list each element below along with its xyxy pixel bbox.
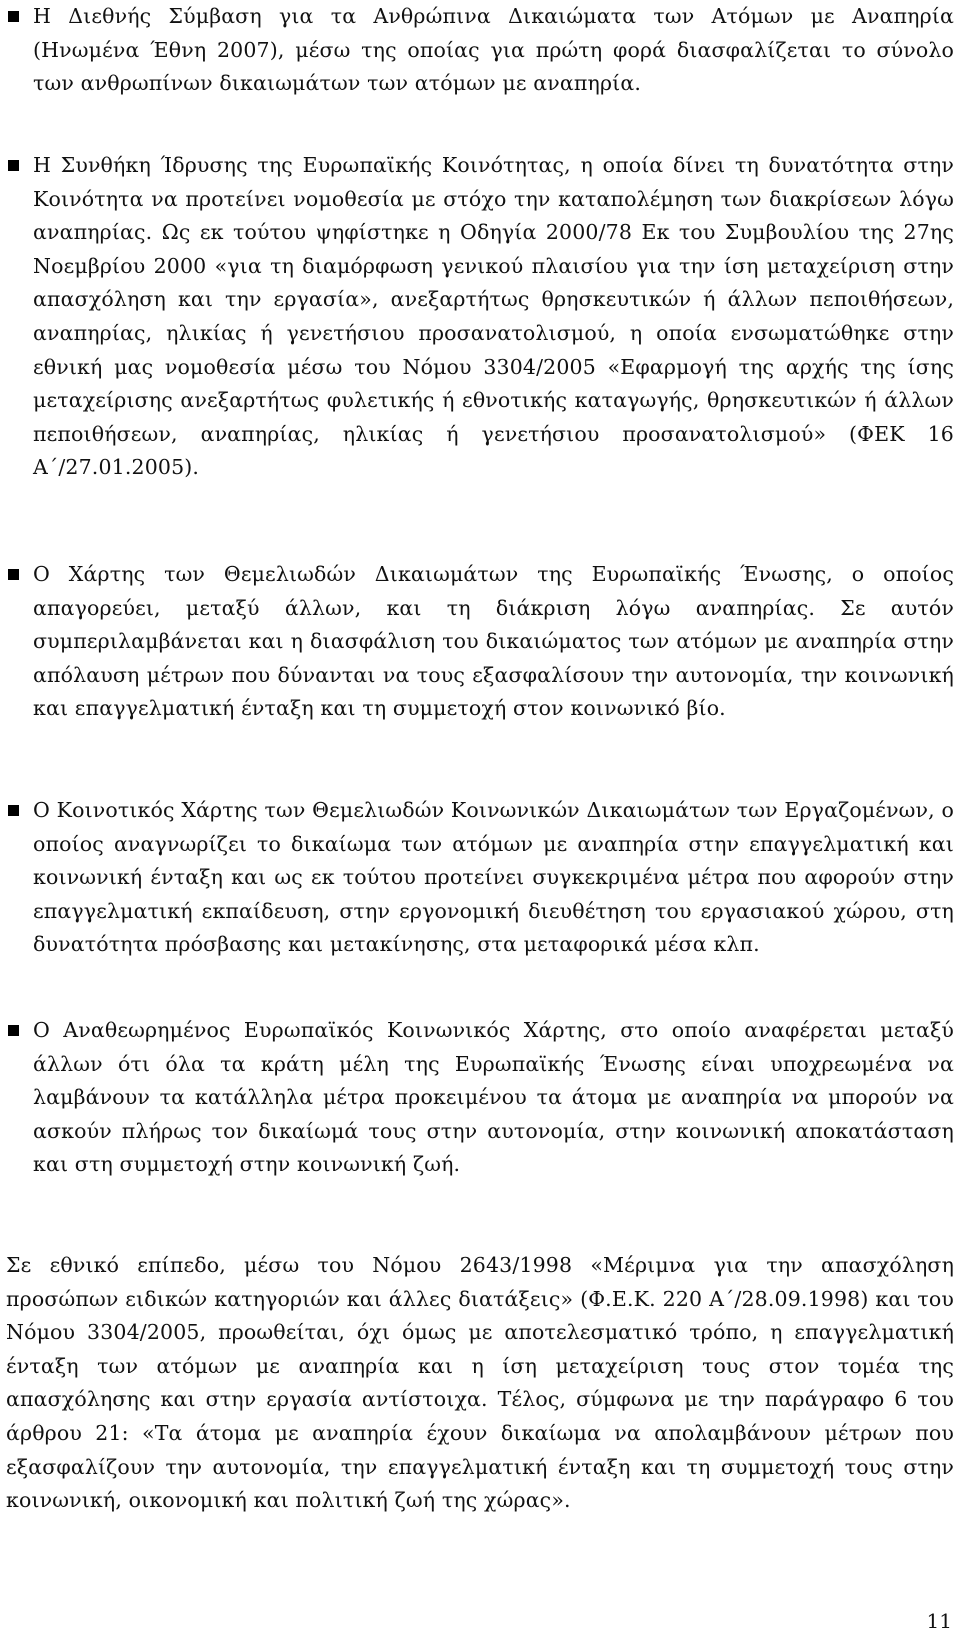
closing-paragraph: Σε εθνικό επίπεδο, μέσω του Νόμου 2643/1998 «Μέριμνα για την απασχόληση προσώπων ειδικών κατηγοριών και άλλες διατάξεις» (Φ.Ε.Κ. 220 Α΄/28.09.1998) και του Νόμου 3304/2005, προωθείται, όχι όμως με αποτελεσματικό τρόπο, η επαγγελματική ένταξη των ατόμων με αναπηρία και η ίση μεταχείριση τους στον τομέα της απασχόλησης και στην εργασία αντίστοιχα. Τέλος, σύμφωνα με την παράγραφο 6 του άρθρου 21: «Τα άτομα με αναπηρία έχουν δικαίωμα να απολαμβάνουν μέτρων που εξασφαλίζουν την αυτονομία, την επαγγελματική ένταξη και τη συμμετοχή τους στην κοινωνική, οικονομική και πολιτική ζωή της χώρας».: [6, 1253, 954, 1513]
page-number: 11: [926, 1609, 952, 1633]
list-item-text: Ο Αναθεωρημένος Ευρωπαϊκός Κοινωνικός Χάρτης, στο οποίο αναφέρεται μεταξύ άλλων ότι όλα τα κράτη μέλη της Ευρωπαϊκής Ένωσης είναι υποχρεωμένα να λαμβάνουν τα κατάλληλα μέτρα προκειμένου τα άτομα με αναπηρία να μπορούν να ασκούν πλήρως τον δικαίωμά τους στην αυτονομία, στην κοινωνική αποκατάσταση και στη συμμετοχή στην κοινωνική ζωή.: [33, 1018, 954, 1177]
square-bullet-icon: [8, 11, 19, 22]
square-bullet-icon: [8, 569, 19, 580]
square-bullet-icon: [8, 160, 19, 171]
list-item-text: Ο Κοινοτικός Χάρτης των Θεμελιωδών Κοινωνικών Δικαιωμάτων των Εργαζομένων, ο οποίος αναγνωρίζει το δικαίωμα των ατόμων με αναπηρία στην επαγγελματική και κοινωνική ένταξη και ως εκ τούτου προτείνει συγκεκριμένα μέτρα που αφορούν στην επαγγελματική εκπαίδευση, στην εργονομική διευθέτηση του εργασιακού χώρου, στη δυνατότητα πρόσβασης και μετακίνησης, στα μεταφορικά μέσα κλπ.: [33, 798, 954, 957]
list-item-text: Η Διεθνής Σύμβαση για τα Ανθρώπινα Δικαιώματα των Ατόμων με Αναπηρία (Ηνωμένα Έθνη 2007), μέσω της οποίας για πρώτη φορά διασφαλίζεται το σύνολο των ανθρωπίνων δικαιωμάτων των ατόμων με αναπηρία.: [33, 4, 954, 96]
list-item-text: Η Συνθήκη Ίδρυσης της Ευρωπαϊκής Κοινότητας, η οποία δίνει τη δυνατότητα στην Κοινότητα να προτείνει νομοθεσία με στόχο την καταπολέμηση των διακρίσεων λόγω αναπηρίας. Ως εκ τούτου ψηφίστηκε η Οδηγία 2000/78 Εκ του Συμβουλίου της 27ης Νοεμβρίου 2000 «για τη διαμόρφωση γενικού πλαισίου για την ίση μεταχείριση στην απασχόληση και την εργασία», ανεξαρτήτως θρησκευτικών ή άλλων πεποιθήσεων, αναπηρίας, ηλικίας ή γενετήσιου προσανατολισμού, η οποία ενσωματώθηκε στην εθνική μας νομοθεσία μέσω του Νόμου 3304/2005 «Εφαρμογή της αρχής της ίσης μεταχείρισης ανεξαρτήτως φυλετικής ή εθνοτικής καταγωγής, θρησκευτικών ή άλλων πεποιθήσεων, αναπηρίας, ηλικίας ή γενετήσιου προσανατολισμού» (ΦΕΚ 16 Α΄/27.01.2005).: [33, 153, 954, 480]
list-item-text: Ο Χάρτης των Θεμελιωδών Δικαιωμάτων της Ευρωπαϊκής Ένωσης, ο οποίος απαγορεύει, μεταξύ άλλων, και τη διάκριση λόγω αναπηρίας. Σε αυτόν συμπεριλαμβάνεται και η διασφάλιση του δικαιώματος των ατόμων με αναπηρία στην απόλαυση μέτρων που δύνανται να τους εξασφαλίσουν την αυτονομία, την κοινωνική και επαγγελματική ένταξη και τη συμμετοχή στον κοινωνικό βίο.: [33, 562, 954, 721]
square-bullet-icon: [8, 805, 19, 816]
square-bullet-icon: [8, 1025, 19, 1036]
